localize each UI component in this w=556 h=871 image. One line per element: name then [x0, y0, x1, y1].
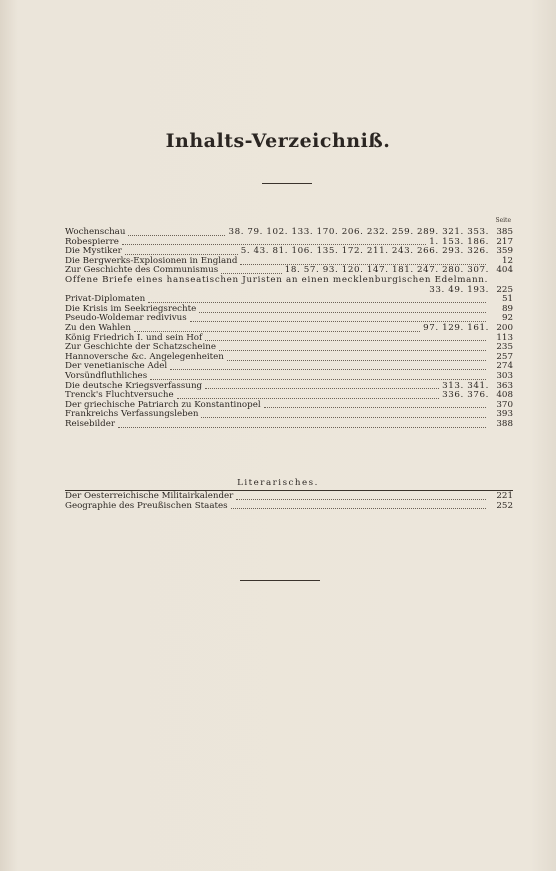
toc-entry: [65, 420, 513, 430]
toc-entry-page: 408: [496, 390, 513, 401]
toc-entry-title: Vorsündfluthliches: [65, 370, 148, 381]
toc-entry-page: 252: [496, 500, 513, 511]
toc-leader-dots: [227, 359, 486, 361]
section-heading-literary: Literarisches.: [237, 478, 319, 488]
toc-entry-title: Der venetianische Adel: [65, 361, 168, 372]
toc-entry-title: Die deutsche Kriegsverfassung: [65, 380, 203, 391]
toc-entry-title: Zu den Wahlen: [65, 322, 131, 333]
toc-entry-title: Zur Geschichte der Schatzscheine: [65, 342, 217, 353]
toc-leader-dots: [236, 498, 486, 500]
toc-leader-dots: [128, 234, 225, 236]
toc-entry: [65, 410, 513, 420]
toc-entry-title: Der griechische Patriarch zu Konstantinopel: [65, 399, 261, 410]
toc-entry-title: Wochenschau: [65, 227, 126, 237]
toc-entry-refs: 18. 57. 93. 120. 147. 181. 247. 280. 307.: [284, 265, 489, 276]
toc-entry-refs: 1. 153. 186.: [429, 236, 489, 247]
toc-entry-page: 393: [496, 409, 513, 420]
toc-leader-dots: [231, 507, 486, 509]
toc-entry-page: 257: [496, 351, 513, 362]
toc-entry-page: 217: [496, 236, 513, 247]
toc-entry-title: Privat-Diplomaten: [65, 294, 146, 305]
toc-entry-page: 385: [496, 227, 513, 237]
toc-leader-dots: [122, 243, 426, 245]
toc-entry: [65, 502, 513, 512]
toc-entry-page: 225: [496, 284, 513, 295]
toc-entry-refs: 33. 49. 193.: [429, 284, 489, 295]
toc-entry-page: 359: [496, 246, 513, 257]
toc-leader-dots: [205, 339, 486, 341]
toc-entry-refs: 336. 376.: [442, 390, 489, 401]
toc-entry-refs: 38. 79. 102. 133. 170. 206. 232. 259. 289. 321. 353.: [228, 227, 489, 237]
toc-leader-dots: [150, 378, 486, 380]
toc-leader-dots: [148, 301, 486, 303]
toc-leader-dots: [205, 387, 439, 389]
toc-entry-page: 274: [496, 361, 513, 372]
toc-leader-dots: [170, 368, 486, 370]
toc-entry-title: Offene Briefe eines hanseatischen Juristen an einen mecklenburgischen Edelmann.: [65, 274, 489, 285]
toc-entry-title: Robespierre: [65, 236, 119, 247]
toc-entry-title: Die Krisis im Seekriegsrechte: [65, 303, 197, 314]
toc-entry-page: 221: [496, 491, 513, 501]
toc-leader-dots: [177, 397, 440, 399]
toc-leader-dots: [264, 406, 486, 408]
toc-leader-dots: [219, 349, 486, 351]
toc-leader-dots: [199, 311, 486, 313]
toc-entry-title: Frankreichs Verfassungsleben: [65, 409, 199, 420]
toc-entry-title: Die Bergwerks-Explosionen in England: [65, 255, 238, 266]
table-of-contents: [65, 228, 513, 429]
toc-entry-page: 89: [501, 303, 513, 314]
toc-leader-dots: [240, 263, 486, 265]
toc-entry-page: 235: [496, 342, 513, 353]
toc-entry-page: 200: [496, 322, 513, 333]
toc-entry-page: 370: [496, 399, 513, 410]
toc-leader-dots: [201, 416, 486, 418]
page-title: Inhalts-Verzeichniß.: [165, 130, 391, 152]
closing-rule: [240, 580, 320, 581]
toc-leader-dots: [190, 320, 486, 322]
toc-entry-refs: 5. 43. 81. 106. 135. 172. 211. 243. 266. 293. 326.: [240, 246, 489, 257]
toc-entry-title: Reisebilder: [65, 418, 116, 429]
toc-entry-title: Pseudo-Woldemar redivivus: [65, 313, 187, 324]
page-column-header: Seite: [495, 217, 511, 224]
toc-leader-dots: [221, 272, 282, 274]
title-underline: [262, 183, 312, 184]
toc-entry-title: Zur Geschichte des Communismus: [65, 265, 219, 276]
toc-entry-page: 363: [496, 380, 513, 391]
toc-entry-page: 303: [496, 370, 513, 381]
toc-entry-page: 404: [496, 265, 513, 276]
literary-contents: [65, 492, 513, 511]
toc-entry-refs: 97. 129. 161.: [423, 322, 489, 333]
toc-entry-title: Trenck's Fluchtversuche: [65, 390, 174, 401]
toc-entry-title: Der Oesterreichische Militairkalender: [65, 491, 234, 501]
toc-entry-page: 113: [496, 332, 513, 343]
toc-entry-title: Geographie des Preußischen Staates: [65, 500, 228, 511]
toc-entry-title: Hannoversche &c. Angelegenheiten: [65, 351, 224, 362]
toc-entry-page: 388: [496, 418, 513, 429]
toc-leader-dots: [134, 330, 420, 332]
toc-leader-dots: [118, 426, 486, 428]
toc-entry-title: Die Mystiker: [65, 246, 122, 257]
toc-entry-page: 12: [501, 255, 513, 266]
toc-entry-page: 92: [501, 313, 513, 324]
toc-entry-page: 51: [501, 294, 513, 305]
toc-entry-refs: 313. 341.: [442, 380, 489, 391]
toc-leader-dots: [125, 253, 238, 255]
toc-entry-title: König Friedrich I. und sein Hof: [65, 332, 203, 343]
